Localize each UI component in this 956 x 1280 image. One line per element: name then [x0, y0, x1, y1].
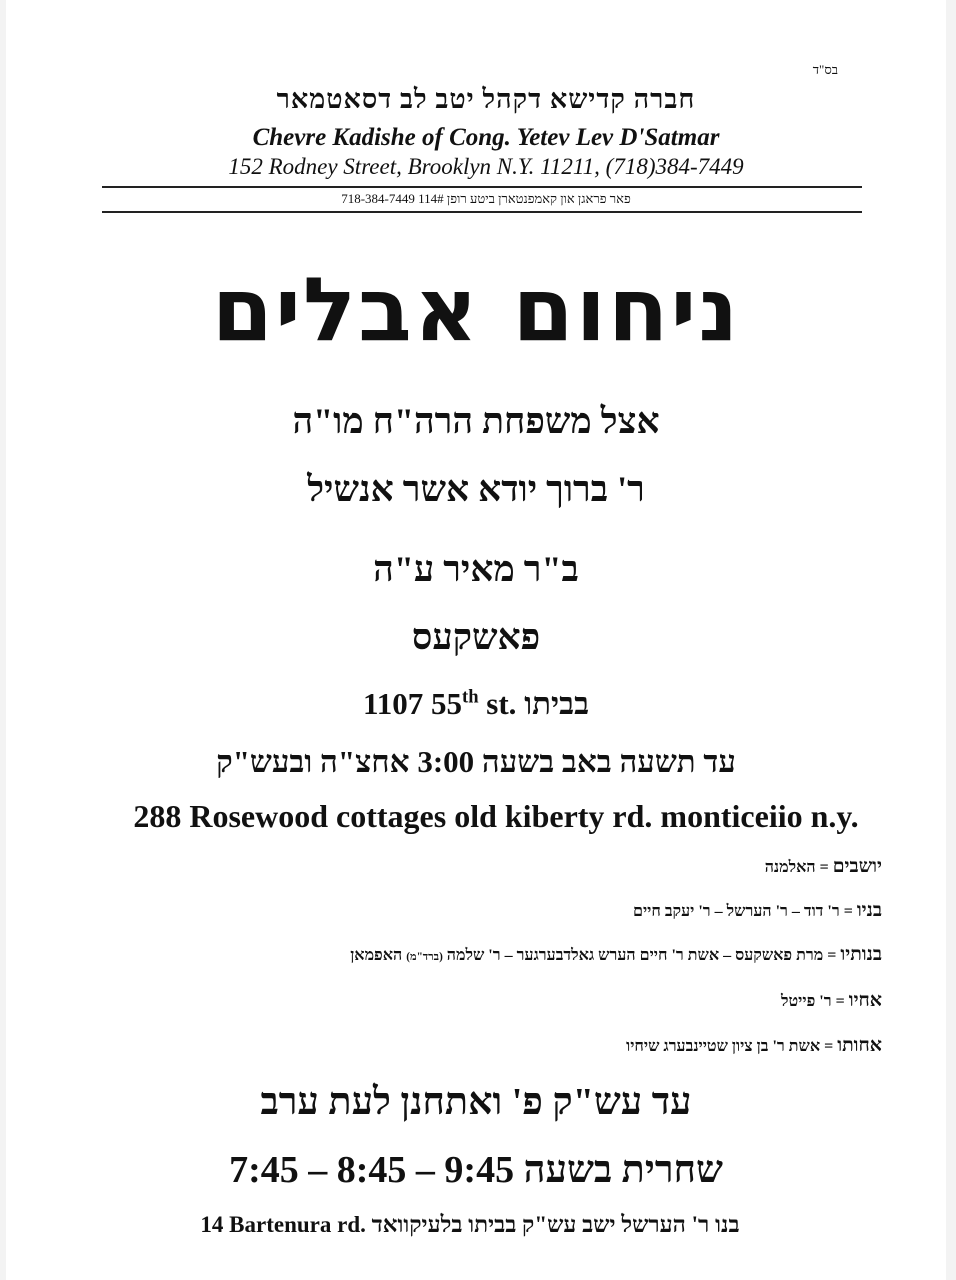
footer-english: 14 Bartenura rd.	[200, 1212, 366, 1237]
relative-key: בנותיו	[840, 944, 882, 965]
relative-value-tail: האפמאן	[350, 947, 407, 964]
notice-page	[6, 0, 946, 1280]
footer-line	[0, 1212, 940, 1238]
prayer-times-line	[6, 1148, 946, 1192]
relative-eq: =	[823, 947, 841, 964]
relative-key: בניו	[856, 900, 882, 921]
home-street: st.	[478, 686, 517, 721]
home-number: 1107 55	[362, 686, 462, 721]
header-divider-top	[102, 186, 862, 188]
relative-row	[350, 944, 882, 966]
org-name-hebrew: חברה קדישא דקהל יטב לב דסאטמאר	[276, 84, 696, 114]
relative-key: יושבים	[832, 856, 882, 877]
header-divider-bottom	[102, 211, 862, 213]
relative-value: מרת פאשקעס – אשת ר' חיים הערש גאלדבערגער – ר' שלמה	[442, 947, 824, 964]
relative-value: אשת ר' בן ציון שטיינבערג שיחיו	[626, 1038, 821, 1055]
home-address	[363, 686, 516, 721]
surname: פאשקעס	[411, 617, 541, 657]
org-name-english: Chevre Kadishe of Cong. Yetev Lev D'Satmar	[252, 124, 720, 151]
prayer-times: 7:45 – 8:45 – 9:45	[229, 1149, 515, 1191]
home-address-line	[6, 686, 946, 722]
relative-row	[765, 856, 882, 878]
org-address: 152 Rodney Street, Brooklyn N.Y. 11211, (718)384-7449	[228, 154, 744, 179]
contact-phone-line: פאר פראגן און קאמפנטארן ביטע רופן 114# 718-384-7449	[341, 191, 631, 206]
relative-row	[633, 900, 882, 922]
relative-note: (ברד"מ)	[406, 951, 443, 963]
bsd-mark: בס"ד	[812, 62, 838, 77]
prayer-label: שחרית בשעה	[514, 1149, 723, 1191]
second-until-line: עד עש"ק פ' ואתחנן לעת ערב	[260, 1081, 692, 1123]
deceased-name: ר' ברוך יודא אשר אנשיל	[307, 469, 645, 509]
relative-row	[626, 1035, 882, 1057]
relative-eq: =	[820, 1038, 838, 1055]
relative-key: אחותו	[837, 1035, 882, 1056]
family-line: אצל משפחת הרה"ח מו"ה	[292, 401, 660, 441]
relative-value: ר' דוד – ר' הערשל – ר' יעקב חיים	[632, 903, 840, 920]
relative-row	[781, 990, 882, 1012]
home-prefix: בביתו	[524, 686, 590, 721]
relative-eq: =	[831, 993, 849, 1010]
relative-value: האלמנה	[764, 859, 816, 876]
relative-value: ר' פייטל	[781, 993, 832, 1010]
relative-eq: =	[815, 859, 833, 876]
until-line: עד תשעה באב בשעה 3:00 אחצ"ה ובעש"ק	[216, 744, 736, 779]
footer-hebrew: בנו ר' הערשל ישב עש"ק בביתו בלעיקוואד	[371, 1212, 740, 1237]
home-suffix: th	[462, 686, 479, 708]
second-address: 288 Rosewood cottages old kiberty rd. monticeiio n.y.	[133, 798, 859, 834]
relative-key: אחיו	[848, 990, 882, 1011]
father-name: ב"ר מאיר ע"ה	[373, 549, 579, 589]
relative-eq: =	[839, 903, 857, 920]
notice-title: ניחום אבלים	[211, 258, 741, 361]
